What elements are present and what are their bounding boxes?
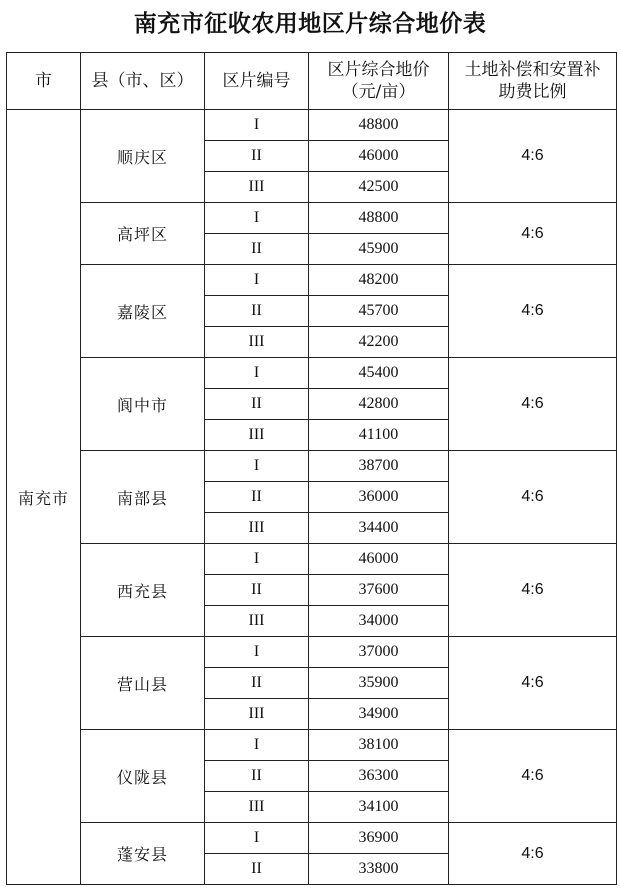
zone-id-cell: I (205, 730, 309, 761)
zone-id-cell: III (205, 513, 309, 544)
zone-id-cell: II (205, 482, 309, 513)
header-zone: 区片编号 (205, 53, 309, 110)
price-cell: 38100 (309, 730, 449, 761)
table-body (7, 110, 617, 885)
price-cell: 46000 (309, 141, 449, 172)
table-row (7, 451, 617, 482)
price-cell: 37600 (309, 575, 449, 606)
county-cell: 高坪区 (81, 203, 205, 265)
zone-id-cell: II (205, 389, 309, 420)
zone-id-cell: II (205, 296, 309, 327)
zone-id-cell: III (205, 172, 309, 203)
zone-id-cell: I (205, 637, 309, 668)
zone-id-cell: III (205, 699, 309, 730)
table-row (7, 637, 617, 668)
table-row (7, 203, 617, 234)
zone-id-cell: I (205, 265, 309, 296)
county-cell: 南部县 (81, 451, 205, 544)
header-price (309, 53, 449, 110)
zone-id-cell: II (205, 854, 309, 885)
table-row (7, 730, 617, 761)
price-cell: 45900 (309, 234, 449, 265)
zone-id-cell: II (205, 575, 309, 606)
zone-id-cell: I (205, 451, 309, 482)
ratio-cell: 4:6 (449, 823, 617, 885)
header-ratio (449, 53, 617, 110)
price-cell: 45700 (309, 296, 449, 327)
county-cell: 仪陇县 (81, 730, 205, 823)
price-cell: 34900 (309, 699, 449, 730)
price-cell: 37000 (309, 637, 449, 668)
price-cell: 48200 (309, 265, 449, 296)
price-cell: 34000 (309, 606, 449, 637)
county-cell: 西充县 (81, 544, 205, 637)
zone-id-cell: III (205, 420, 309, 451)
zone-id-cell: II (205, 761, 309, 792)
page-title: 南充市征收农用地区片综合地价表 (133, 10, 487, 37)
ratio-cell: 4:6 (449, 358, 617, 451)
county-cell: 营山县 (81, 637, 205, 730)
zone-id-cell: II (205, 141, 309, 172)
header-price-line2: （元/亩） (341, 82, 416, 102)
header-city: 市 (7, 53, 81, 110)
header-price-line1: 区片综合地价 (327, 60, 430, 80)
price-cell: 34100 (309, 792, 449, 823)
zone-id-cell: II (205, 234, 309, 265)
header-ratio-line1: 土地补偿和安置补 (464, 60, 601, 80)
header-county: 县（市、区） (81, 53, 205, 110)
table-row (7, 544, 617, 575)
price-cell: 36900 (309, 823, 449, 854)
zone-id-cell: III (205, 327, 309, 358)
county-cell: 蓬安县 (81, 823, 205, 885)
price-cell: 48800 (309, 110, 449, 141)
ratio-cell: 4:6 (449, 265, 617, 358)
ratio-cell: 4:6 (449, 110, 617, 203)
header-ratio-line2: 助费比例 (498, 82, 567, 102)
ratio-cell: 4:6 (449, 730, 617, 823)
table-header (7, 53, 617, 110)
price-cell: 42500 (309, 172, 449, 203)
zone-id-cell: III (205, 606, 309, 637)
county-cell: 顺庆区 (81, 110, 205, 203)
table-row (7, 358, 617, 389)
land-price-table (6, 52, 617, 885)
ratio-cell: 4:6 (449, 203, 617, 265)
zone-id-cell: II (205, 668, 309, 699)
price-cell: 35900 (309, 668, 449, 699)
zone-id-cell: I (205, 110, 309, 141)
price-cell: 38700 (309, 451, 449, 482)
county-cell: 阆中市 (81, 358, 205, 451)
price-cell: 34400 (309, 513, 449, 544)
zone-id-cell: I (205, 544, 309, 575)
ratio-cell: 4:6 (449, 544, 617, 637)
price-cell: 33800 (309, 854, 449, 885)
price-cell: 42800 (309, 389, 449, 420)
price-cell: 36300 (309, 761, 449, 792)
city-cell: 南充市 (7, 110, 81, 885)
zone-id-cell: III (205, 792, 309, 823)
zone-id-cell: I (205, 358, 309, 389)
table-row (7, 265, 617, 296)
ratio-cell: 4:6 (449, 451, 617, 544)
ratio-cell: 4:6 (449, 637, 617, 730)
price-cell: 36000 (309, 482, 449, 513)
zone-id-cell: I (205, 203, 309, 234)
zone-id-cell: I (205, 823, 309, 854)
table-row (7, 110, 617, 141)
price-cell: 41100 (309, 420, 449, 451)
header-row (7, 53, 617, 110)
county-cell: 嘉陵区 (81, 265, 205, 358)
price-cell: 48800 (309, 203, 449, 234)
price-cell: 42200 (309, 327, 449, 358)
price-cell: 45400 (309, 358, 449, 389)
price-cell: 46000 (309, 544, 449, 575)
table-row (7, 823, 617, 854)
